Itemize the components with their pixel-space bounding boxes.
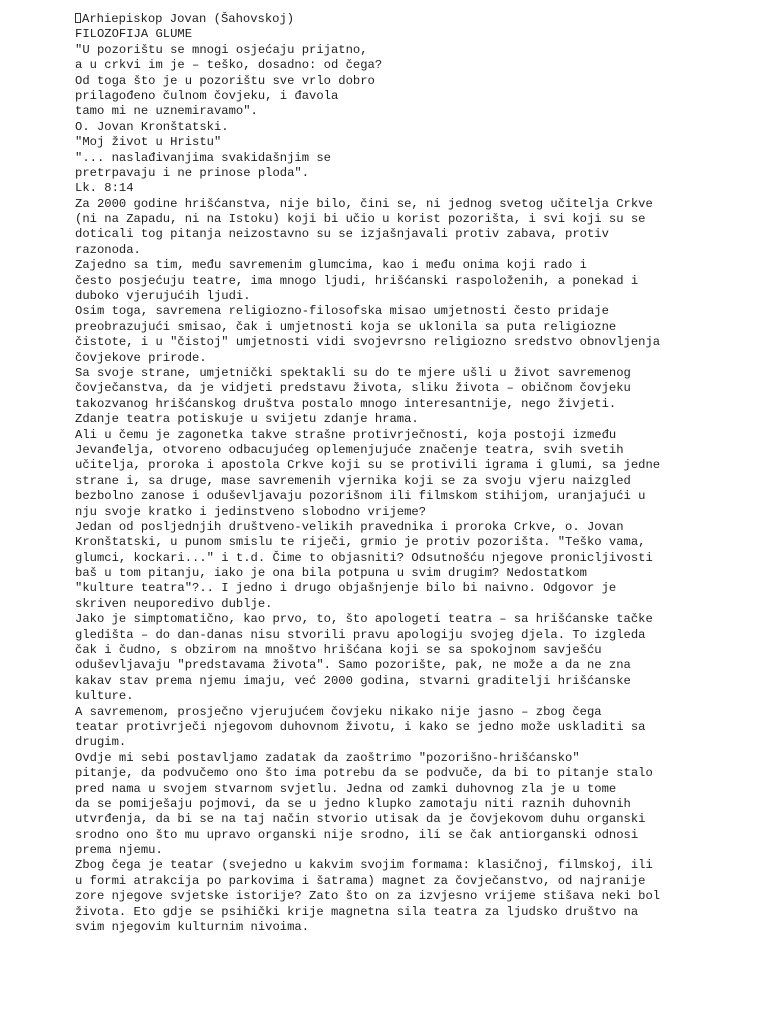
text-line: Jevanđelja, otvoreno odbacujućeg oplemenjujuće značenje teatra, svih svetih [75, 442, 624, 457]
text-line: "kulture teatra"?.. I jedno i drugo objašnjenje bilo bi naivno. Odgovor je [75, 581, 617, 596]
text-line: "... naslađivanjima svakidašnjim se [75, 150, 331, 165]
text-line: "U pozorištu se mnogi osjećaju prijatno, [75, 42, 368, 57]
text-line: zore njegove svjetske istorije? Zato što on za izvjesno vrijeme stišava neki bol [75, 889, 661, 904]
text-line: oduševljavaju "predstavama života". Samo pozorište, pak, ne može a da ne zna [75, 658, 631, 673]
text-line: čovjekove prirode. [75, 350, 207, 365]
text-line: Od toga što je u pozorištu sve vrlo dobro [75, 73, 375, 88]
text-line: pred nama u svojem stvarnom svjetlu. Jedna od zamki duhovnog zla je u tome [75, 781, 617, 796]
text-line: prilagođeno čulnom čovjeku, i đavola [75, 88, 339, 103]
document-body [75, 12, 695, 935]
text-line: Jedan od posljednjih društveno-velikih pravednika i proroka Crkve, o. Jovan [75, 519, 624, 534]
text-line: Za 2000 godine hrišćanstva, nije bilo, čini se, ni jednog svetog učitelja Crkve [75, 196, 653, 211]
text-line: "Moj život u Hristu" [75, 135, 222, 150]
text-line: učitelja, proroka i apostola Crkve koji su se protivili igrama i glumi, sa jedne [75, 458, 661, 473]
text-line: tamo mi ne uznemiravamo". [75, 104, 258, 119]
missing-glyph-icon [75, 13, 81, 23]
text-line: skriven neuporedivo dublje. [75, 596, 273, 611]
text-line: pretrpavaju i ne prinose ploda". [75, 165, 310, 180]
text-line: drugim. [75, 735, 127, 750]
text-line: baš u tom pitanju, iako je ona bila potpuna u svim drugim? Nedostatkom [75, 566, 587, 581]
text-line: svim njegovim kulturnim nivoima. [75, 920, 310, 935]
text-lines [75, 43, 695, 936]
text-line: prema njemu. [75, 843, 163, 858]
text-line: Jako je simptomatično, kao prvo, to, što apologeti teatra – sa hrišćanske tačke [75, 612, 653, 627]
text-line: Sa svoje strane, umjetnički spektakli su do te mjere ušli u život savremenog [75, 365, 631, 380]
text-line: Lk. 8:14 [75, 181, 134, 196]
text-line: kulture. [75, 689, 134, 704]
text-line: takozvanog hrišćanskog društva postalo mnogo interesantnije, nego živjeti. [75, 396, 617, 411]
text-line: Ali u čemu je zagonetka takve strašne protivrječnosti, koja postoji između [75, 427, 617, 442]
text-line: Zdanje teatra potiskuje u svijetu zdanje hrama. [75, 412, 419, 427]
text-line: teatar protivrječi njegovom duhovnom životu, i kako se jedno može uskladiti sa [75, 719, 646, 734]
text-line: (ni na Zapadu, ni na Istoku) koji bi učio u korist pozorišta, i svi koji su se [75, 212, 646, 227]
text-line: bezbolno zanose i oduševljavaju pozorišnom ili filmskom stihijom, uranjajući u [75, 489, 646, 504]
text-line: Kronštatski, u punom smislu te riječi, grmio je protiv pozorišta. "Teško vama, [75, 535, 646, 550]
text-line: doticali tog pitanja neizostavno su se izjašnjavali protiv zabava, protiv [75, 227, 609, 242]
text-line: strane i, sa druge, mase savremenih vjernika koji se za svoju vjeru naizgled [75, 473, 631, 488]
text-line: Zajedno sa tim, među savremenim glumcima, kao i među onima koji rado i [75, 258, 587, 273]
text-line: čistote, i u "čistoj" umjetnosti vidi svojevrsno religiozno sredstvo obnovljenja [75, 335, 661, 350]
document-title: FILOZOFIJA GLUME [75, 27, 193, 42]
text-line: utvrđenja, da bi se na taj način stvorio utisak da je čovjekovom duhu organski [75, 812, 646, 827]
text-line: O. Jovan Kronštatski. [75, 119, 229, 134]
text-line: preobrazujući smisao, čak i umjetnosti koja se uklonila sa puta religiozne [75, 319, 617, 334]
text-line: Ovdje mi sebi postavljamo zadatak da zaoštrimo "pozorišno-hrišćansko" [75, 750, 580, 765]
text-line: gledišta – do dan-danas nisu stvorili pravu apologiju svojeg djela. To izgleda [75, 627, 646, 642]
text-line: života. Eto gdje se psihički krije magnetna sila teatra za ljudsko društvo na [75, 904, 639, 919]
text-line: razonoda. [75, 242, 141, 257]
text-line: nju svoje kratko i jedinstveno slobodno vrijeme? [75, 504, 427, 519]
text-line: a u crkvi im je – teško, dosadno: od čega? [75, 58, 383, 73]
text-line: glumci, kockari..." i t.d. Čime to objasniti? Odsutnošću njegove pronicljivosti [75, 550, 653, 565]
text-line: da se pomiješaju pojmovi, da se u jedno klupko zamotaju niti raznih duhovnih [75, 796, 631, 811]
text-line: Osim toga, savremena religiozno-filosofska misao umjetnosti često pridaje [75, 304, 609, 319]
text-line: Zbog čega je teatar (svejedno u kakvim svojim formama: klasičnoj, filmskoj, ili [75, 858, 653, 873]
text-line: A savremenom, prosječno vjerujućem čovjeku nikako nije jasno – zbog čega [75, 704, 602, 719]
text-line: kakav stav prema njemu imaju, već 2000 godina, stvarni graditelji hrišćanske [75, 673, 631, 688]
text-line: često posjećuju teatre, ima mnogo ljudi, hrišćanski raspoloženih, a ponekad i [75, 273, 639, 288]
text-line: čovječanstva, da je vidjeti predstavu života, sliku života – običnom čovjeku [75, 381, 631, 396]
text-line: srodno ono što mu upravo organski nije srodno, ili se čak antiorganski odnosi [75, 827, 639, 842]
text-line: čak i čudno, s obzirom na mnoštvo hrišćana koji se sa spokojnom savješću [75, 643, 602, 658]
author-line: Arhiepiskop Jovan (Šahovskoj) [75, 12, 695, 27]
text-line: u formi atrakcija po parkovima i šatrama) magnet za čovječanstvo, od najranije [75, 873, 646, 888]
text-line: pitanje, da podvučemo ono što ima potrebu da se podvuče, da bi to pitanje stalo [75, 766, 653, 781]
text-line: duboko vjerujućih ljudi. [75, 289, 251, 304]
